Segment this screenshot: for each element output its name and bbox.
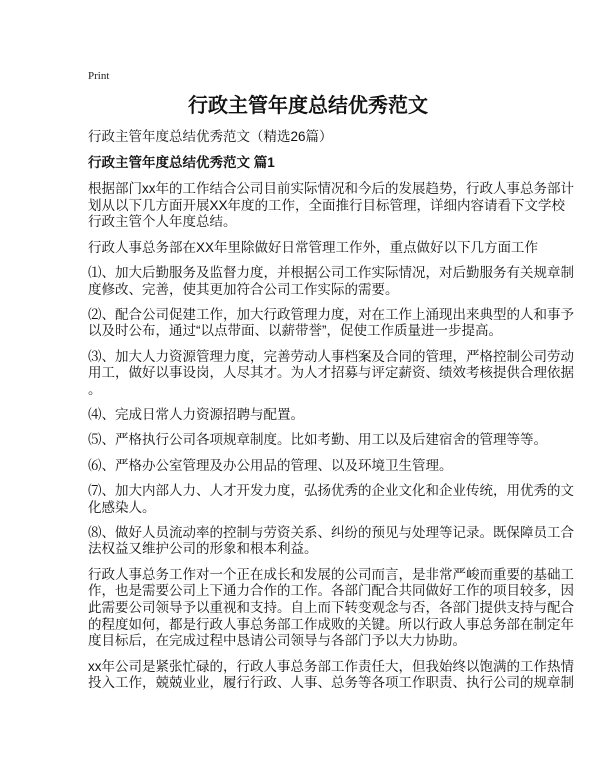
paragraph-line: ⑻、做好人员流动率的控制与劳资关系、纠纷的预见与处理等记录。既保障员工合 [88, 524, 574, 540]
paragraph-line: 以及时公布，通过“以点带面、以薪带誉”，促使工作质量进一步提高。 [88, 323, 502, 339]
document-title: 行政主管年度总结优秀范文 [188, 95, 428, 117]
paragraph-line: 。 [88, 382, 102, 398]
paragraph-line: ⑹、严格办公室管理及办公用品的管理、以及环境卫生管理。 [88, 457, 453, 473]
paragraph [88, 348, 574, 399]
paragraph-line: 用工，做好以事设岗，人尽其才。为人才招募与评定薪资、绩效考核提供合理依据 [88, 365, 574, 381]
paragraph [88, 458, 528, 475]
paragraph-line: ⑶、加大人力资源管理力度，完善劳动人事档案及合同的管理，严格控制公司劳动 [88, 348, 574, 364]
paragraph-line: 行政人事总务工作对一个正在成长和发展的公司而言，是非常严峻而重要的基础工 [88, 566, 574, 582]
paragraph [88, 432, 547, 449]
paragraph-line: xx年公司是紧张忙碌的，行政人事总务部工作责任大，但我始终以饱满的工作热情 [88, 658, 574, 674]
paragraph-line: 划从以下几方面开展XX年度的工作，全面推行目标管理，详细内容请看下文学校 [88, 197, 566, 213]
paragraph [88, 306, 574, 340]
print-label: Print [88, 70, 110, 82]
paragraph-line: 度目标后，在完成过程中恳请公司领导与各部门予以大力协助。 [88, 633, 466, 649]
paragraph [88, 524, 574, 558]
paragraph-line: ⑺、加大内部人力、人才开发力度，弘扬优秀的企业文化和企业传统，用优秀的文 [88, 482, 574, 498]
paragraph [88, 407, 528, 424]
document-subtitle: 行政主管年度总结优秀范文（精选26篇） [88, 129, 333, 144]
section-heading: 行政主管年度总结优秀范文 篇1 [88, 155, 275, 170]
paragraph-line: ⑵、配合公司促建工作，加大行政管理力度，对在工作上涌现出来典型的人和事予 [88, 306, 574, 322]
paragraph-line: 此需要公司领导予以重视和支持。自上而下转变观念与否，各部门提供支持与配合 [88, 600, 574, 616]
paragraph [88, 566, 574, 651]
paragraph-line: 行政主管个人年度总结。 [88, 214, 237, 230]
paragraph-line: 度修改、完善，使其更加符合公司工作实际的需要。 [88, 281, 399, 297]
document-page [88, 70, 574, 701]
paragraph [88, 239, 539, 257]
paragraph-line: 作，也是需要公司上下通力合作的工作。各部门配合共同做好工作的项目较多，因 [88, 583, 574, 599]
paragraph-line: ⑴、加大后勤服务及监督力度，并根据公司工作实际情况，对后勤服务有关规章制 [88, 264, 574, 280]
paragraph [88, 181, 574, 231]
paragraph [88, 482, 574, 516]
paragraph [88, 658, 574, 692]
paragraph [88, 264, 574, 298]
paragraph-line: 投入工作，兢兢业业，履行行政、人事、总务等各项工作职责、执行公司的规章制 [88, 675, 574, 691]
paragraph-line: 法权益又维护公司的形象和根本利益。 [88, 541, 318, 557]
paragraph-line: 化感染人。 [88, 499, 156, 515]
paragraph-line: ⑷、完成日常人力资源招聘与配置。 [88, 407, 304, 423]
paragraph-line: 的程度如何，都是行政人事总务部工作成败的关键。所以行政人事总务部在制定年 [88, 616, 574, 632]
document-body [88, 181, 574, 692]
paragraph-line: ⑸、严格执行公司各项规章制度。比如考勤、用工以及后建宿舍的管理等等。 [88, 432, 547, 448]
paragraph-line: 行政人事总务部在XX年里除做好日常管理工作外，重点做好以下几方面工作 [88, 239, 539, 255]
paragraph-line: 根据部门xx年的工作结合公司目前实际情况和今后的发展趋势，行政人事总务部计 [88, 181, 574, 196]
